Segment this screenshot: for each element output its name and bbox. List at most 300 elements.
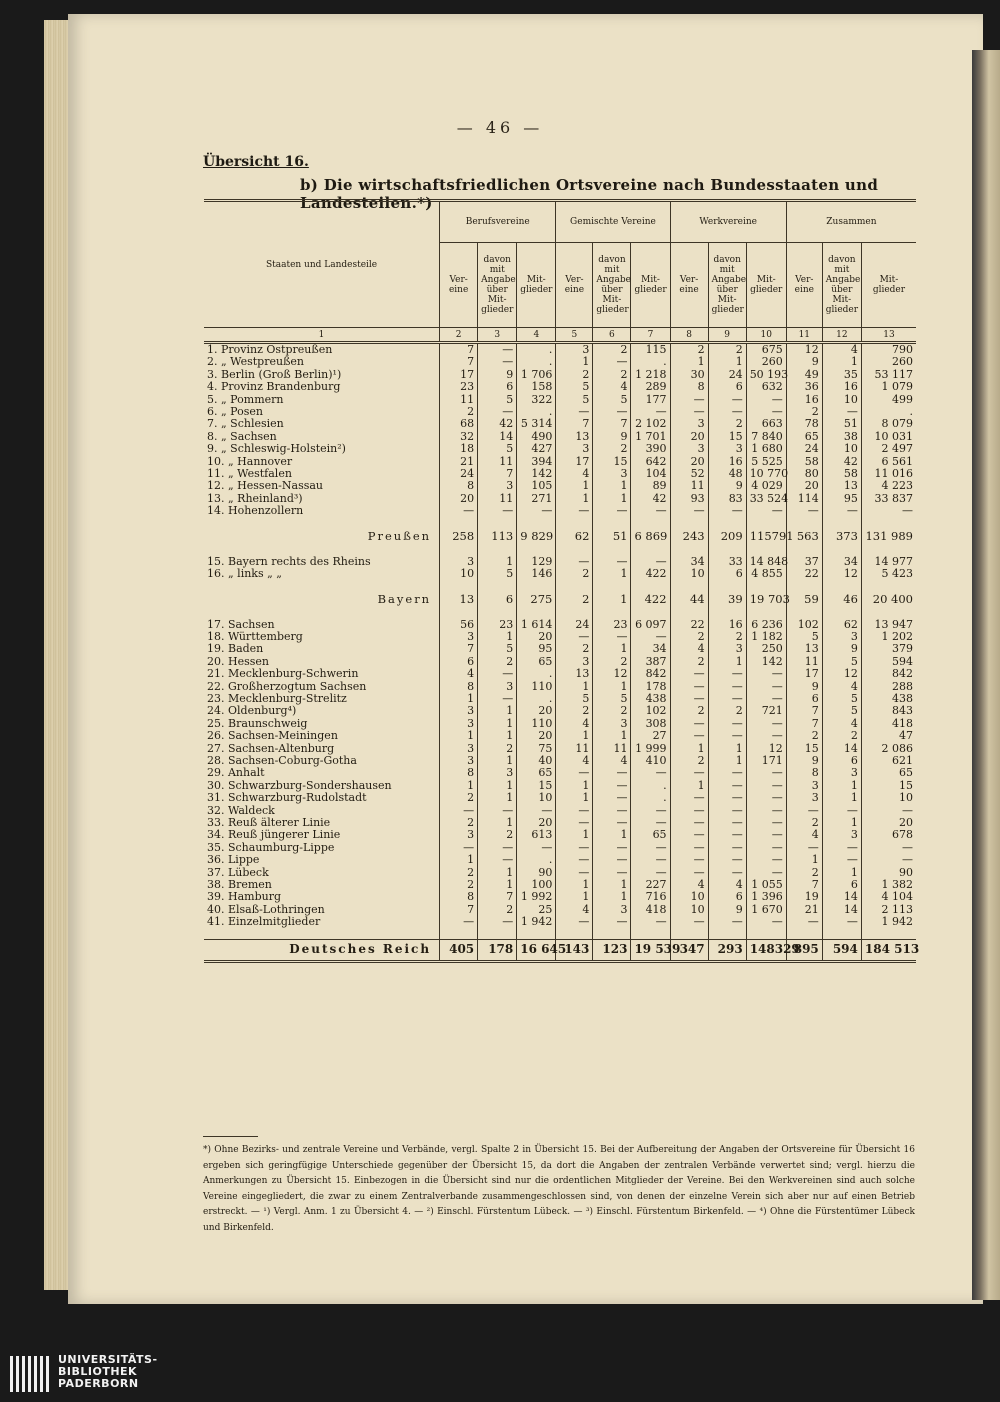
value-cell: 20 bbox=[861, 817, 916, 829]
value-cell: 19 bbox=[786, 891, 822, 903]
value-cell: 7 bbox=[440, 904, 478, 916]
value-cell: 405 bbox=[440, 939, 478, 961]
value-cell: — bbox=[822, 842, 861, 854]
value-cell: 65 bbox=[517, 656, 556, 668]
value-cell: 27 bbox=[631, 730, 670, 742]
value-cell: — bbox=[746, 767, 786, 779]
value-cell: 1 614 bbox=[517, 619, 556, 631]
spacer-cell bbox=[786, 581, 822, 591]
table-row bbox=[204, 643, 916, 655]
spacer-cell bbox=[631, 929, 670, 940]
row-label: 25. Braunschweig bbox=[207, 716, 308, 730]
value-cell: 621 bbox=[861, 755, 916, 767]
value-cell: 12 bbox=[786, 343, 822, 357]
value-cell: 227 bbox=[631, 879, 670, 891]
value-cell: . bbox=[631, 780, 670, 792]
value-cell: 8 bbox=[670, 381, 708, 393]
column-number: 1 bbox=[204, 328, 440, 343]
value-cell: — bbox=[708, 916, 746, 928]
header-group-berufsvereine: Berufsvereine bbox=[440, 201, 556, 243]
value-cell: — bbox=[631, 817, 670, 829]
value-cell: 115791 bbox=[746, 528, 786, 546]
value-cell: — bbox=[478, 406, 517, 418]
value-cell: 379 bbox=[861, 643, 916, 655]
value-cell: 2 bbox=[670, 755, 708, 767]
value-cell: 1 218 bbox=[631, 369, 670, 381]
value-cell: 13 bbox=[556, 668, 593, 680]
value-cell: 1 bbox=[556, 829, 593, 841]
value-cell: 158 bbox=[517, 381, 556, 393]
value-cell: 65 bbox=[631, 829, 670, 841]
spacer-cell bbox=[478, 929, 517, 940]
value-cell: 1 bbox=[478, 867, 517, 879]
value-cell: 5 bbox=[786, 631, 822, 643]
value-cell: 2 bbox=[593, 705, 631, 717]
spacer-cell bbox=[440, 929, 478, 940]
value-cell: — bbox=[631, 805, 670, 817]
value-cell: 44 bbox=[670, 591, 708, 609]
column-number: 3 bbox=[478, 328, 517, 343]
column-number: 10 bbox=[746, 328, 786, 343]
value-cell: 7 bbox=[478, 891, 517, 903]
value-cell: 2 bbox=[593, 443, 631, 455]
column-number: 5 bbox=[556, 328, 593, 343]
value-cell: 390 bbox=[631, 443, 670, 455]
value-cell: — bbox=[746, 681, 786, 693]
value-cell: 9 bbox=[708, 904, 746, 916]
value-cell: 322 bbox=[517, 394, 556, 406]
row-label: 12. „ Hessen-Nassau bbox=[207, 479, 324, 493]
value-cell: 2 bbox=[556, 568, 593, 580]
spacer-cell bbox=[786, 609, 822, 619]
value-cell: 4 bbox=[786, 829, 822, 841]
value-cell: 14 848 bbox=[746, 556, 786, 568]
value-cell: 1 bbox=[593, 829, 631, 841]
value-cell: — bbox=[517, 805, 556, 817]
header-sub: davon mit Angabe über Mit- glieder bbox=[708, 243, 746, 328]
value-cell: — bbox=[746, 780, 786, 792]
value-cell: 51 bbox=[822, 418, 861, 430]
header-sub: Ver- eine bbox=[670, 243, 708, 328]
value-cell: 5 bbox=[593, 693, 631, 705]
value-cell: — bbox=[631, 842, 670, 854]
value-cell: 1 bbox=[556, 879, 593, 891]
value-cell: 2 bbox=[593, 369, 631, 381]
value-cell: 3 bbox=[478, 480, 517, 492]
spacer-cell bbox=[861, 929, 916, 940]
header-group-zusammen: Zusammen bbox=[786, 201, 916, 243]
value-cell: — bbox=[708, 780, 746, 792]
value-cell: — bbox=[746, 842, 786, 854]
value-cell: 2 bbox=[708, 631, 746, 643]
value-cell: 16 bbox=[786, 394, 822, 406]
value-cell: 1 bbox=[708, 356, 746, 368]
value-cell: 12 bbox=[822, 568, 861, 580]
value-cell: — bbox=[861, 854, 916, 866]
value-cell: 1 396 bbox=[746, 891, 786, 903]
value-cell: 2 bbox=[440, 817, 478, 829]
table-row bbox=[204, 418, 916, 430]
value-cell: — bbox=[746, 718, 786, 730]
value-cell: 148329 bbox=[746, 939, 786, 961]
row-label: 15. Bayern rechts des Rheins bbox=[207, 554, 371, 568]
value-cell: 1 bbox=[440, 730, 478, 742]
value-cell: 95 bbox=[822, 493, 861, 505]
table-row bbox=[204, 480, 916, 492]
value-cell: 110 bbox=[517, 718, 556, 730]
spacer-cell bbox=[556, 581, 593, 591]
value-cell: 24 bbox=[440, 468, 478, 480]
value-cell: — bbox=[670, 681, 708, 693]
value-cell: — bbox=[556, 767, 593, 779]
value-cell: . bbox=[517, 693, 556, 705]
value-cell: 93 bbox=[670, 493, 708, 505]
value-cell: — bbox=[593, 631, 631, 643]
table-row bbox=[204, 568, 916, 580]
value-cell: 33 524 bbox=[746, 493, 786, 505]
value-cell: 184 513 bbox=[861, 939, 916, 961]
value-cell: 15 bbox=[708, 431, 746, 443]
value-cell: 594 bbox=[861, 656, 916, 668]
value-cell: — bbox=[478, 916, 517, 928]
value-cell: . bbox=[631, 356, 670, 368]
value-cell: 1 bbox=[822, 867, 861, 879]
value-cell: 15 bbox=[861, 780, 916, 792]
value-cell: 20 bbox=[670, 456, 708, 468]
table-row bbox=[204, 891, 916, 903]
row-label: Bayern bbox=[377, 592, 432, 607]
value-cell: 17 bbox=[440, 369, 478, 381]
value-cell: 5 bbox=[822, 656, 861, 668]
value-cell: 594 bbox=[822, 939, 861, 961]
value-cell: — bbox=[440, 805, 478, 817]
column-number: 8 bbox=[670, 328, 708, 343]
row-label: 30. Schwarzburg-Sondershausen bbox=[207, 778, 392, 792]
spacer-cell bbox=[708, 581, 746, 591]
value-cell: . bbox=[861, 406, 916, 418]
value-cell: 11 016 bbox=[861, 468, 916, 480]
value-cell: 25 bbox=[517, 904, 556, 916]
value-cell: — bbox=[746, 693, 786, 705]
column-number: 11 bbox=[786, 328, 822, 343]
value-cell: 678 bbox=[861, 829, 916, 841]
value-cell: — bbox=[822, 854, 861, 866]
value-cell: — bbox=[593, 854, 631, 866]
row-label: 33. Reuß älterer Linie bbox=[207, 816, 331, 829]
row-label: 32. Waldeck bbox=[207, 803, 275, 817]
value-cell: 10 bbox=[670, 568, 708, 580]
value-cell: — bbox=[593, 505, 631, 517]
spacer-cell bbox=[786, 518, 822, 528]
value-cell: 78 bbox=[786, 418, 822, 430]
header-sub: Ver- eine bbox=[786, 243, 822, 328]
value-cell: 6 236 bbox=[746, 619, 786, 631]
header-sub: Mit- glieder bbox=[746, 243, 786, 328]
value-cell: 2 bbox=[478, 829, 517, 841]
row-label: 7. „ Schlesien bbox=[207, 417, 284, 431]
value-cell: 1 bbox=[593, 480, 631, 492]
value-cell: — bbox=[708, 718, 746, 730]
value-cell: — bbox=[478, 805, 517, 817]
value-cell: 13 947 bbox=[861, 619, 916, 631]
value-cell: 3 bbox=[440, 829, 478, 841]
value-cell: 6 097 bbox=[631, 619, 670, 631]
value-cell: — bbox=[631, 556, 670, 568]
row-label: 29. Anhalt bbox=[207, 766, 265, 780]
table-row bbox=[204, 381, 916, 393]
library-name-line: PADERBORN bbox=[58, 1377, 139, 1390]
value-cell: 9 829 bbox=[517, 528, 556, 546]
value-cell: 1 bbox=[478, 780, 517, 792]
value-cell: 59 bbox=[786, 591, 822, 609]
value-cell: 1 bbox=[478, 705, 517, 717]
value-cell: 14 bbox=[822, 743, 861, 755]
value-cell: — bbox=[670, 394, 708, 406]
value-cell: 11 bbox=[478, 493, 517, 505]
value-cell: 258 bbox=[440, 528, 478, 546]
value-cell: — bbox=[478, 854, 517, 866]
value-cell: 19 703 bbox=[746, 591, 786, 609]
value-cell: 8 bbox=[440, 767, 478, 779]
value-cell: 5 525 bbox=[746, 456, 786, 468]
value-cell: 17 bbox=[556, 456, 593, 468]
value-cell: 7 840 bbox=[746, 431, 786, 443]
value-cell: — bbox=[670, 817, 708, 829]
value-cell: 62 bbox=[556, 528, 593, 546]
value-cell: 9 bbox=[822, 643, 861, 655]
value-cell: 102 bbox=[631, 705, 670, 717]
value-cell: 104 bbox=[631, 468, 670, 480]
value-cell: 20 bbox=[440, 493, 478, 505]
value-cell: 56 bbox=[440, 619, 478, 631]
value-cell: 1 055 bbox=[746, 879, 786, 891]
spacer-cell bbox=[822, 929, 861, 940]
value-cell: 5 bbox=[556, 381, 593, 393]
value-cell: 843 bbox=[861, 705, 916, 717]
value-cell: 716 bbox=[631, 891, 670, 903]
row-label: 16. „ links „ „ bbox=[207, 567, 283, 581]
value-cell: 10 bbox=[822, 394, 861, 406]
value-cell: 10 bbox=[440, 568, 478, 580]
value-cell: 1 670 bbox=[746, 904, 786, 916]
value-cell: — bbox=[746, 854, 786, 866]
spacer-cell bbox=[478, 609, 517, 619]
value-cell: 8 bbox=[440, 480, 478, 492]
spacer-cell bbox=[746, 518, 786, 528]
value-cell: 15 bbox=[786, 743, 822, 755]
value-cell: — bbox=[708, 792, 746, 804]
value-cell: 11 bbox=[556, 743, 593, 755]
value-cell: 34 bbox=[631, 643, 670, 655]
value-cell: — bbox=[746, 805, 786, 817]
value-cell: 95 bbox=[517, 643, 556, 655]
spacer-cell bbox=[204, 609, 440, 619]
table-row bbox=[204, 705, 916, 717]
value-cell: 75 bbox=[517, 743, 556, 755]
value-cell: 895 bbox=[786, 939, 822, 961]
value-cell: — bbox=[670, 718, 708, 730]
value-cell: 17 bbox=[786, 668, 822, 680]
table-row bbox=[204, 394, 916, 406]
value-cell: 14 977 bbox=[861, 556, 916, 568]
value-cell: 8 079 bbox=[861, 418, 916, 430]
spacer-cell bbox=[517, 929, 556, 940]
column-number: 9 bbox=[708, 328, 746, 343]
value-cell: 7 bbox=[440, 356, 478, 368]
value-cell: 3 bbox=[708, 443, 746, 455]
row-label: 1. Provinz Ostpreußen bbox=[207, 343, 333, 356]
value-cell: 387 bbox=[631, 656, 670, 668]
value-cell: — bbox=[822, 406, 861, 418]
subtotal-row bbox=[204, 528, 916, 546]
value-cell: 4 bbox=[556, 468, 593, 480]
header-sub: davon mit Angabe über Mit- glieder bbox=[593, 243, 631, 328]
row-label: 9. „ Schleswig-Holstein²) bbox=[207, 442, 346, 456]
value-cell: 7 bbox=[478, 468, 517, 480]
value-cell: — bbox=[670, 867, 708, 879]
value-cell: — bbox=[670, 505, 708, 517]
value-cell: 2 bbox=[786, 730, 822, 742]
value-cell: 3 bbox=[670, 418, 708, 430]
value-cell: 422 bbox=[631, 591, 670, 609]
row-label: 34. Reuß jüngerer Linie bbox=[207, 828, 341, 842]
value-cell: 1 bbox=[593, 591, 631, 609]
value-cell: 16 bbox=[822, 381, 861, 393]
value-cell: 422 bbox=[631, 568, 670, 580]
row-label: 26. Sachsen-Meiningen bbox=[207, 729, 338, 743]
value-cell: 10 bbox=[670, 904, 708, 916]
spacer-cell bbox=[593, 929, 631, 940]
value-cell: 250 bbox=[746, 643, 786, 655]
value-cell: — bbox=[708, 767, 746, 779]
spacer-cell bbox=[204, 581, 440, 591]
value-cell: 373 bbox=[822, 528, 861, 546]
spacer-cell bbox=[517, 518, 556, 528]
value-cell: 1 bbox=[556, 780, 593, 792]
value-cell: — bbox=[708, 805, 746, 817]
value-cell: — bbox=[593, 792, 631, 804]
value-cell: — bbox=[670, 406, 708, 418]
value-cell: 1 bbox=[556, 480, 593, 492]
value-cell: 1 382 bbox=[861, 879, 916, 891]
value-cell: 2 bbox=[556, 369, 593, 381]
value-cell: — bbox=[593, 817, 631, 829]
value-cell: 271 bbox=[517, 493, 556, 505]
value-cell: 105 bbox=[517, 480, 556, 492]
row-label: 13. „ Rheinland³) bbox=[207, 491, 303, 505]
value-cell: 90 bbox=[861, 867, 916, 879]
value-cell: 102 bbox=[786, 619, 822, 631]
value-cell: 13 bbox=[556, 431, 593, 443]
value-cell: 1 701 bbox=[631, 431, 670, 443]
value-cell: — bbox=[517, 505, 556, 517]
value-cell: 7 bbox=[786, 705, 822, 717]
value-cell: 34 bbox=[670, 556, 708, 568]
value-cell: 7 bbox=[556, 418, 593, 430]
value-cell: — bbox=[746, 668, 786, 680]
spacer-cell bbox=[746, 609, 786, 619]
value-cell: — bbox=[556, 916, 593, 928]
row-label: 5. „ Pommern bbox=[207, 392, 284, 406]
library-logo-icon bbox=[10, 1356, 50, 1392]
value-cell: 5 bbox=[478, 643, 517, 655]
value-cell: 11 bbox=[786, 656, 822, 668]
value-cell: 10 bbox=[670, 891, 708, 903]
value-cell: — bbox=[708, 406, 746, 418]
value-cell: 4 bbox=[593, 755, 631, 767]
row-label: 23. Mecklenburg-Strelitz bbox=[207, 691, 347, 705]
value-cell: 6 bbox=[440, 656, 478, 668]
value-cell: 35 bbox=[822, 369, 861, 381]
table-row bbox=[204, 730, 916, 742]
value-cell: 2 bbox=[440, 406, 478, 418]
value-cell: 9 bbox=[593, 431, 631, 443]
value-cell: — bbox=[670, 842, 708, 854]
spacer-cell bbox=[517, 581, 556, 591]
value-cell: — bbox=[556, 631, 593, 643]
value-cell: 2 102 bbox=[631, 418, 670, 430]
value-cell: — bbox=[670, 805, 708, 817]
value-cell: — bbox=[478, 842, 517, 854]
value-cell: 37 bbox=[786, 556, 822, 568]
value-cell: 58 bbox=[822, 468, 861, 480]
value-cell: 1 bbox=[440, 693, 478, 705]
value-cell: 2 bbox=[670, 705, 708, 717]
value-cell: — bbox=[670, 854, 708, 866]
row-label: 6. „ Posen bbox=[207, 405, 264, 419]
value-cell: 20 bbox=[670, 431, 708, 443]
value-cell: 3 bbox=[708, 643, 746, 655]
value-cell: — bbox=[861, 805, 916, 817]
header-sub: Mit- glieder bbox=[861, 243, 916, 328]
value-cell: 5 bbox=[478, 568, 517, 580]
value-cell: 20 bbox=[517, 730, 556, 742]
value-cell: 1 bbox=[822, 356, 861, 368]
row-label: 37. Lübeck bbox=[207, 865, 269, 879]
value-cell: 2 bbox=[556, 705, 593, 717]
value-cell: 418 bbox=[861, 718, 916, 730]
value-cell: 20 400 bbox=[861, 591, 916, 609]
value-cell: 16 645 bbox=[517, 939, 556, 961]
value-cell: 14 bbox=[822, 904, 861, 916]
row-label: 40. Elsaß-Lothringen bbox=[207, 902, 325, 916]
value-cell: — bbox=[708, 817, 746, 829]
spacer-row bbox=[204, 609, 916, 619]
value-cell: 1 bbox=[556, 493, 593, 505]
value-cell: 146 bbox=[517, 568, 556, 580]
header-sub: Ver- eine bbox=[440, 243, 478, 328]
value-cell: 3 bbox=[670, 443, 708, 455]
value-cell: 209 bbox=[708, 528, 746, 546]
value-cell: — bbox=[786, 916, 822, 928]
value-cell: 24 bbox=[556, 619, 593, 631]
value-cell: — bbox=[556, 842, 593, 854]
value-cell: — bbox=[746, 406, 786, 418]
column-number: 2 bbox=[440, 328, 478, 343]
table-row bbox=[204, 443, 916, 455]
value-cell: 3 bbox=[556, 343, 593, 357]
value-cell: 68 bbox=[440, 418, 478, 430]
row-label: 11. „ Westfalen bbox=[207, 467, 292, 481]
value-cell: — bbox=[593, 780, 631, 792]
value-cell: 1 bbox=[440, 780, 478, 792]
value-cell: 721 bbox=[746, 705, 786, 717]
value-cell: 142 bbox=[746, 656, 786, 668]
value-cell: 1 bbox=[708, 755, 746, 767]
value-cell: 5 bbox=[822, 693, 861, 705]
value-cell: 10 031 bbox=[861, 431, 916, 443]
row-label: 8. „ Sachsen bbox=[207, 429, 277, 443]
